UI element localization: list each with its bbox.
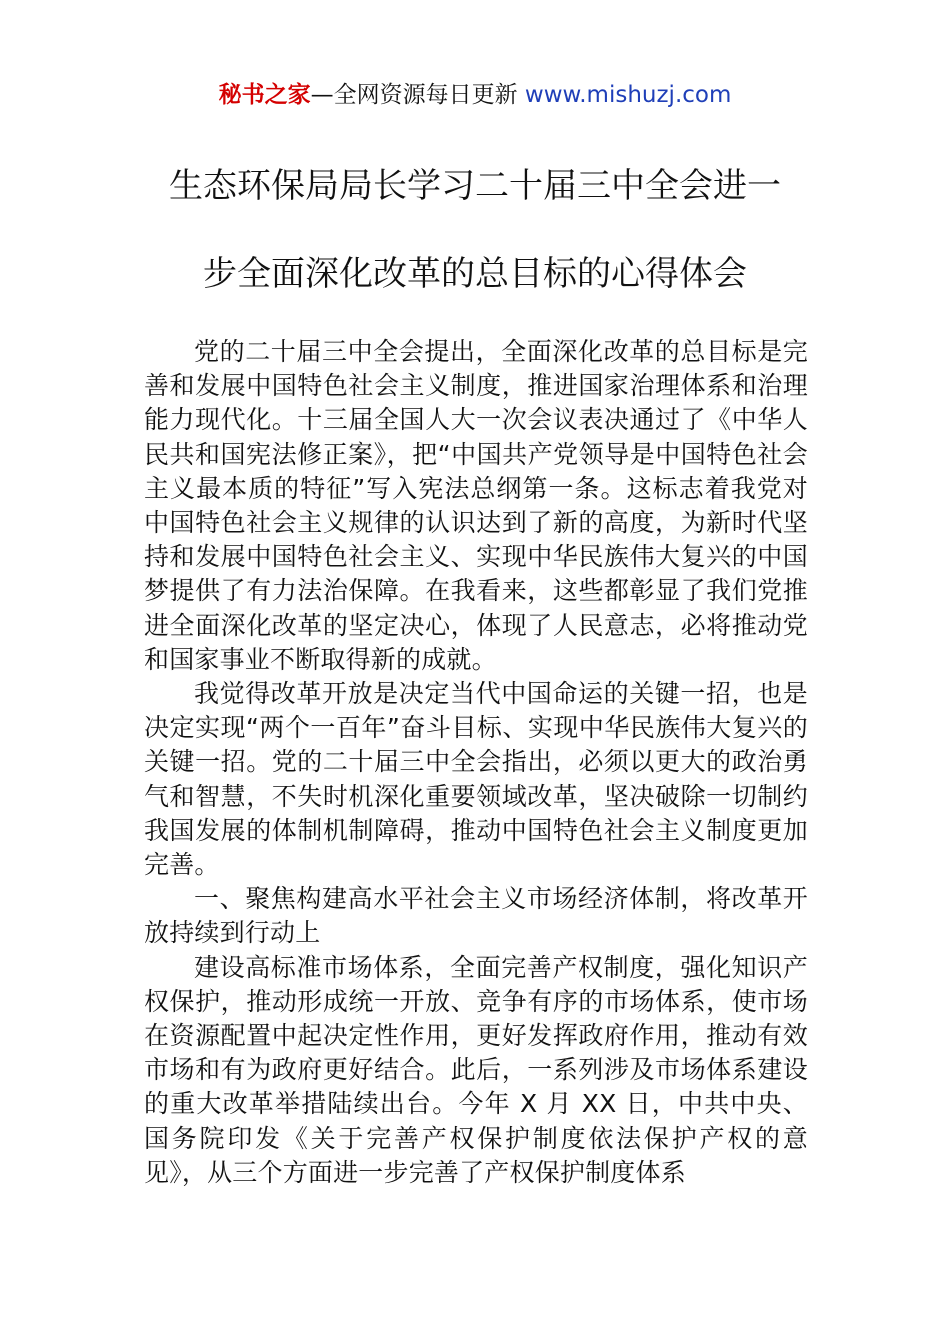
brand-name: 秘书之家 bbox=[218, 82, 311, 108]
title-line-2: 步全面深化改革的总目标的心得体会 bbox=[203, 254, 747, 294]
section-heading-1: 一、聚焦构建高水平社会主义市场经济体制，将改革开放持续到行动上 bbox=[144, 884, 808, 948]
paragraph-3: 建设高标准市场体系，全面完善产权制度，强化知识产权保护，推动形成统一开放、竞争有序的市场体系，使市场在资源配置中起决定性作用，更好发挥政府作用，推动有效市场和有为政府更好结合。此后，一系列涉及市场体系建设的重大改革举措陆续出台。今年 X 月 XX 日，中共中央、国务院印发《关于完善产权保护制度依法保护产权的意见》，从三个方面进一步完善了产权保护制度体系 bbox=[144, 952, 808, 1187]
paragraph-1: 党的二十届三中全会提出，全面深化改革的总目标是完善和发展中国特色社会主义制度，推进国家治理体系和治理能力现代化。十三届全国人大一次会议表决通过了《中华人民共和国宪法修正案》，把“中国共产党领导是中国特色社会主义最本质的特征”写入宪法总纲第一条。这标志着我党对中国特色社会主义规律的认识达到了新的高度，为新时代坚持和发展中国特色社会主义、实现中华民族伟大复兴的中国梦提供了有力法治保障。在我看来，这些都彰显了我们党推进全面深化改革的坚定决心，体现了人民意志，必将推动党和国家事业不断取得新的成就。 bbox=[144, 337, 808, 674]
header-tagline: —全网资源每日更新 bbox=[310, 82, 518, 108]
paragraph-2: 我觉得改革开放是决定当代中国命运的关键一招，也是决定实现“两个一百年”奋斗目标、实现中华民族伟大复兴的关键一招。党的二十届三中全会指出，必须以更大的政治勇气和智慧，不失时机深化重要领域改革，坚决破除一切制约我国发展的体制机制障碍，推动中国特色社会主义制度更加完善。 bbox=[144, 679, 808, 880]
document-body bbox=[144, 335, 808, 1190]
title-line-1: 生态环保局局长学习二十届三中全会进一 bbox=[169, 166, 781, 206]
document-title bbox=[120, 162, 830, 338]
site-url-link[interactable]: www.mishuzj.com bbox=[524, 82, 732, 108]
site-header bbox=[0, 78, 950, 112]
